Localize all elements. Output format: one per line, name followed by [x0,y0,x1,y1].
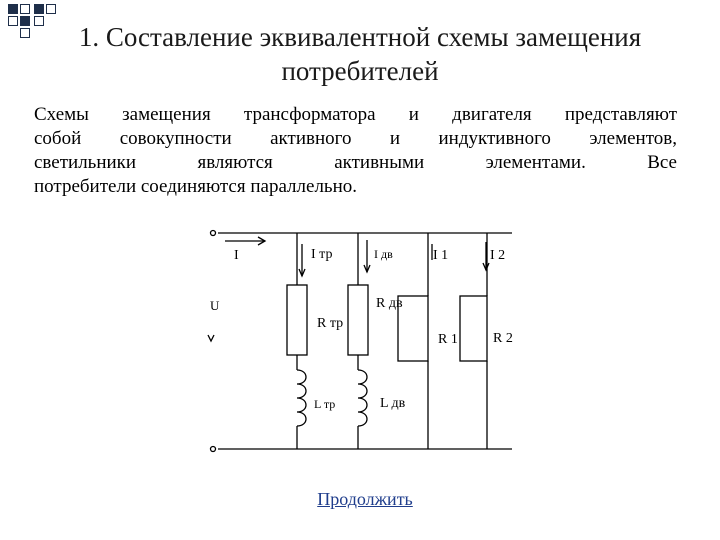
terminal-top [211,231,216,236]
label-r-dv: R дв [376,296,403,311]
body-line: потребители соединяются параллельно. [34,176,358,197]
label-i: I [234,248,239,263]
label-l-dv: L дв [380,396,406,411]
continue-link[interactable]: Продолжить [317,489,413,509]
resistor-r-tr [287,285,307,355]
terminal-bottom [211,447,216,452]
title-line-2: потребителей [281,56,439,86]
resistor-r-dv [348,285,368,355]
inductor-l-dv [358,370,367,426]
arrow-u-head [208,335,214,341]
label-l-tr: L тр [314,397,336,411]
label-i2: I 2 [490,248,506,263]
label-i-dv: I дв [374,247,393,261]
body-line: Схемы замещения трансформатора и двигателя представляют [34,104,677,125]
label-r1: R 1 [438,332,458,347]
label-i1: I 1 [433,248,449,263]
label-r-tr: R тр [317,316,344,331]
title-line-1: 1. Составление эквивалентной схемы замещения [78,22,642,52]
label-r2: R 2 [493,331,513,346]
label-i-tr: I тр [311,247,333,262]
body-line: собой совокупности активного и индуктивного элементов, [34,128,677,149]
label-u: U [210,298,220,313]
resistor-r2 [460,296,487,361]
body-line: светильники являются активными элементами. Все [34,152,677,173]
inductor-l-tr [297,370,306,426]
